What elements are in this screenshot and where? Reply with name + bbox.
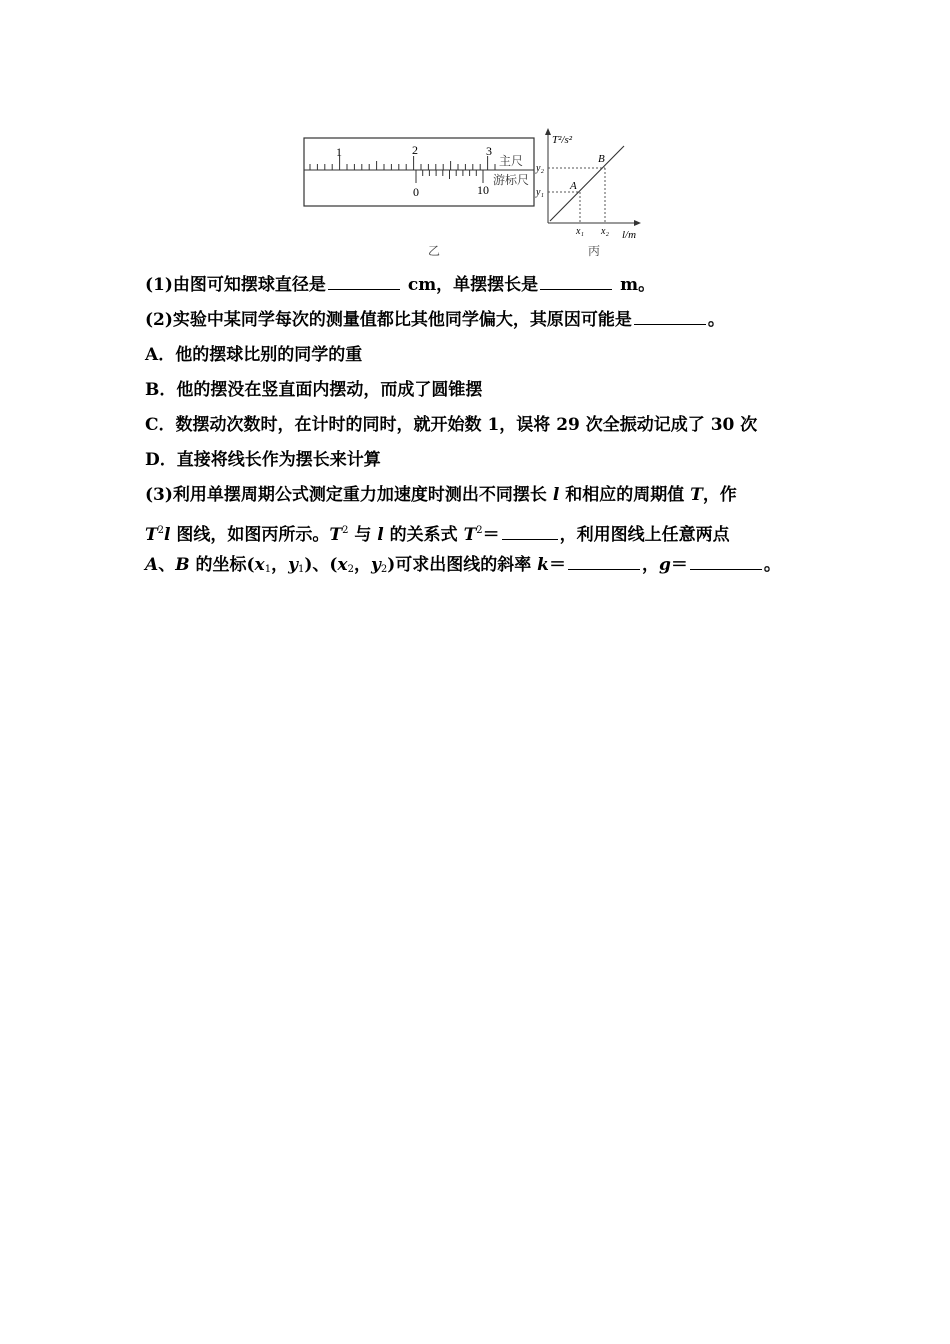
var-a: A <box>145 555 159 575</box>
question-2 <box>145 303 815 338</box>
question-3-line-3 <box>145 548 815 583</box>
q2-text: (2)实验中某同学每次的测量值都比其他同学偏大，其原因可能是 <box>145 310 632 330</box>
q3-text-b: 和相应的周期值 <box>559 485 691 505</box>
vernier-number-0: 0 <box>413 185 419 199</box>
question-content <box>145 268 815 583</box>
q3-text-c: ，作 <box>702 485 737 505</box>
option-a: A．他的摆球比别的同学的重 <box>145 345 363 365</box>
t2-l-graph <box>535 128 641 241</box>
y1-label: y₁ <box>536 187 544 198</box>
var-t: T <box>145 525 158 545</box>
superscript-2: 2 <box>476 525 483 536</box>
q1-text-a: (1)由图可知摆球直径是 <box>145 275 326 295</box>
var-x: x <box>337 555 348 575</box>
q2-end: 。 <box>707 310 725 330</box>
subscript-2: 2 <box>380 564 388 575</box>
y2-label: y₂ <box>536 163 544 174</box>
answer-blank-diameter <box>328 269 400 290</box>
point-a-label: A <box>570 180 577 192</box>
var-y: y <box>288 555 298 575</box>
q3-text-h: 的坐标( <box>189 555 255 575</box>
figure-area <box>300 126 650 260</box>
q3-text-d: 图线，如图丙所示。 <box>170 525 330 545</box>
question-3-line-2 <box>145 513 815 548</box>
q1-text-b: cm，单摆摆长是 <box>401 275 539 295</box>
y-axis-label: T²/s² <box>552 134 573 146</box>
subscript-1: 1 <box>264 564 272 575</box>
var-l: l <box>164 525 171 545</box>
comma: ， <box>641 555 659 575</box>
q3-text-g: ，利用图线上任意两点 <box>559 525 730 545</box>
caption-bing: 丙 <box>588 244 601 258</box>
figure-svg <box>300 126 650 260</box>
var-b: B <box>175 555 190 575</box>
y-axis-arrow <box>545 128 551 135</box>
q3-text-i: )、( <box>304 555 338 575</box>
question-3-line-1 <box>145 478 815 513</box>
superscript-2: 2 <box>157 525 165 536</box>
q3-text-j: )可求出图线的斜率 <box>387 555 538 575</box>
var-k: k <box>537 555 549 575</box>
option-b: B．他的摆没在竖直面内摆动，而成了圆锥摆 <box>145 380 483 400</box>
answer-blank-reason <box>634 304 706 325</box>
var-g: g <box>658 555 671 575</box>
caliper-diagram <box>304 138 534 206</box>
separator: 、 <box>158 555 176 575</box>
answer-blank-length <box>540 269 612 290</box>
q3-text-a: (3)利用单摆周期公式测定重力加速度时测出不同摆长 <box>145 485 553 505</box>
question-1 <box>145 268 815 303</box>
main-number-1: 1 <box>336 145 342 159</box>
var-y: y <box>370 555 381 575</box>
option-c: C．数摆动次数时，在计时的同时，就开始数 1，误将 29 次全振动记成了 30 次 <box>145 415 758 435</box>
x2-label: x₂ <box>601 226 609 237</box>
vernier-label: 游标尺 <box>493 173 530 187</box>
equals-sign: ＝ <box>548 555 566 575</box>
var-t: T <box>690 485 703 505</box>
x-axis-arrow <box>634 220 641 226</box>
var-x: x <box>254 555 265 575</box>
equals-sign: ＝ <box>482 525 500 545</box>
x1-label: x₁ <box>576 226 584 237</box>
q1-text-c: m。 <box>614 275 656 295</box>
point-b-label: B <box>598 153 605 165</box>
var-t: T <box>329 525 343 545</box>
answer-blank-relation <box>502 519 558 540</box>
period: 。 <box>763 555 781 575</box>
graph-line <box>550 146 624 221</box>
subscript-2: 2 <box>347 564 354 575</box>
comma: ， <box>353 555 371 575</box>
option-d: D．直接将线长作为摆长来计算 <box>145 450 381 470</box>
main-scale-label: 主尺 <box>499 154 524 168</box>
vernier-scale-ticks <box>416 170 483 183</box>
vernier-number-10: 10 <box>477 183 489 197</box>
main-number-3: 3 <box>486 144 492 158</box>
var-l: l <box>377 525 384 545</box>
caption-yi: 乙 <box>428 244 441 258</box>
answer-blank-g <box>690 549 762 570</box>
superscript-2: 2 <box>342 525 349 536</box>
equals-sign: ＝ <box>670 555 688 575</box>
x-axis-label: l/m <box>622 229 637 241</box>
main-number-2: 2 <box>412 143 418 157</box>
q3-text-e: 与 <box>348 525 378 545</box>
comma: ， <box>271 555 289 575</box>
answer-blank-slope <box>568 549 640 570</box>
q3-text-f: 的关系式 <box>383 525 464 545</box>
subscript-1: 1 <box>297 564 305 575</box>
var-t: T <box>463 525 477 545</box>
var-l: l <box>552 485 560 505</box>
